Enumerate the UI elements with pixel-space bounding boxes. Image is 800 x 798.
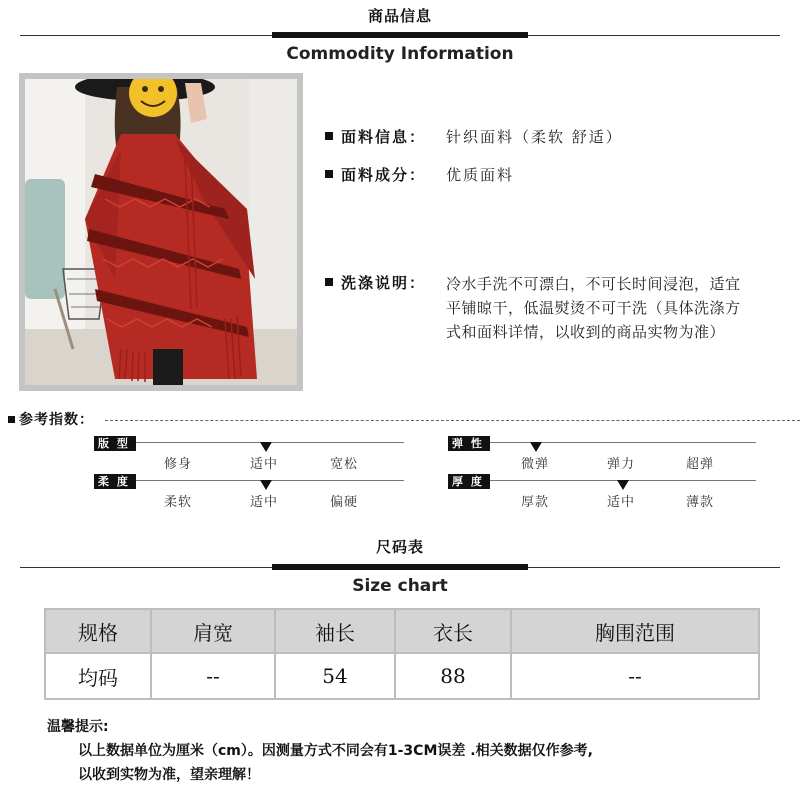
- tips-line: 以收到实物为准，望亲理解！: [78, 767, 260, 783]
- size-table: [44, 608, 760, 700]
- washing-label: 洗涤说明：: [341, 274, 427, 292]
- table-cell: --: [511, 653, 759, 699]
- table-header-cell: 袖长: [275, 609, 395, 653]
- table-cell: 54: [275, 653, 395, 699]
- washing-line: 冷水手洗不可漂白，不可长时间浸泡，适宜: [446, 275, 741, 293]
- bullet-icon: [325, 132, 333, 140]
- commodity-title-en: Commodity Information: [286, 44, 514, 64]
- scale-fit-option: 适中: [250, 457, 279, 472]
- reference-divider: [105, 420, 800, 421]
- scale-thickness-option: 薄款: [686, 495, 715, 510]
- fabric-label: 面料信息：: [341, 128, 427, 146]
- washing-line: 平铺晾干，低温熨烫不可干洗（具体洗涤方: [446, 299, 741, 317]
- size-header-divider-accent: [272, 564, 528, 570]
- product-photo-frame: [19, 73, 303, 391]
- table-header-cell: 胸围范围: [511, 609, 759, 653]
- tips-line: 以上数据单位为厘米（cm）。因测量方式不同会有1-3CM误差 .相关数据仅作参考,: [78, 743, 593, 759]
- table-header-cell: 衣长: [395, 609, 511, 653]
- scale-softness-option: 柔软: [164, 495, 193, 510]
- commodity-title-cn: 商品信息: [367, 7, 432, 25]
- composition-value: 优质面料: [446, 166, 515, 184]
- scale-softness-option: 适中: [250, 495, 279, 510]
- scale-fit-tag: 版 型: [94, 436, 136, 451]
- scale-thickness-option: 厚款: [521, 495, 550, 510]
- size-title-cn: 尺码表: [375, 538, 424, 556]
- scale-fit-option: 宽松: [330, 457, 359, 472]
- product-photo: [25, 79, 297, 385]
- table-cell: --: [151, 653, 275, 699]
- fabric-value: 针织面料（柔软 舒适）: [446, 128, 623, 146]
- scale-elasticity-option: 微弹: [521, 457, 550, 472]
- scale-thickness-tag: 厚 度: [448, 474, 490, 489]
- table-header-cell: 肩宽: [151, 609, 275, 653]
- table-cell: 均码: [45, 653, 151, 699]
- size-title-en: Size chart: [352, 576, 448, 596]
- washing-line: 式和面料详情，以收到的商品实物为准）: [446, 323, 726, 341]
- scale-softness-marker: [260, 480, 272, 490]
- tips-title: 温馨提示:: [47, 719, 109, 735]
- washing-instructions: [446, 272, 791, 344]
- reference-title: 参考指数：: [8, 409, 94, 429]
- header-divider-accent: [272, 32, 528, 38]
- scale-softness-option: 偏硬: [330, 495, 359, 510]
- table-cell: 88: [395, 653, 511, 699]
- bullet-icon: [325, 278, 333, 286]
- bullet-icon: [8, 416, 15, 423]
- table-header-row: [45, 609, 759, 653]
- table-row: [45, 653, 759, 699]
- bullet-icon: [325, 170, 333, 178]
- scale-fit-marker: [260, 442, 272, 452]
- composition-label: 面料成分：: [341, 166, 427, 184]
- scale-fit-option: 修身: [164, 457, 193, 472]
- scale-elasticity-tag: 弹 性: [448, 436, 490, 451]
- scale-thickness-marker: [617, 480, 629, 490]
- scale-elasticity-option: 超弹: [686, 457, 715, 472]
- scale-elasticity-option: 弹力: [607, 457, 636, 472]
- scale-elasticity-marker: [530, 442, 542, 452]
- scale-softness-tag: 柔 度: [94, 474, 136, 489]
- scale-thickness-option: 适中: [607, 495, 636, 510]
- table-header-cell: 规格: [45, 609, 151, 653]
